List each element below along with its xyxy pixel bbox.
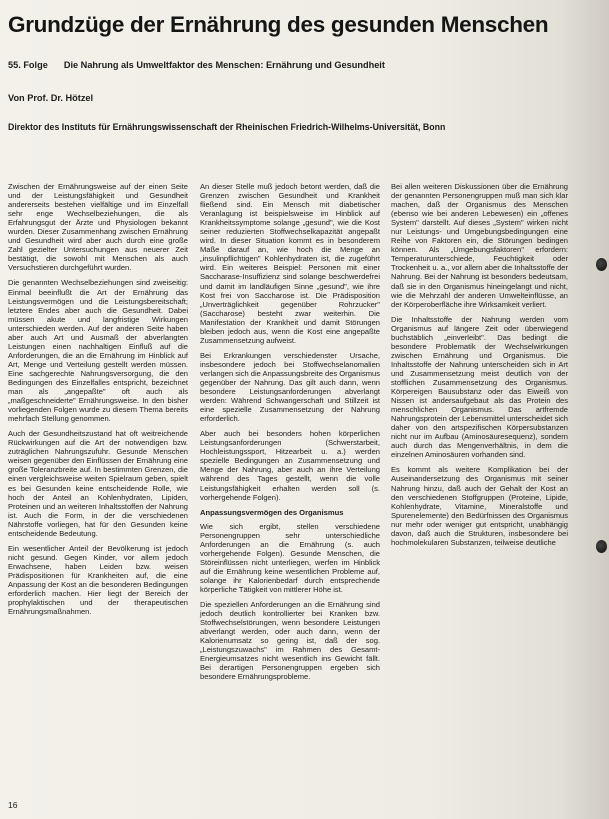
text-column-1 xyxy=(8,182,188,622)
section-heading: Anpassungsvermögen des Organismus xyxy=(200,507,344,517)
page-number: 16 xyxy=(8,800,18,810)
paragraph: Aber auch bei besonders hohen körperlichen Leistungsanforderungen (Schwerstarbeit, Hochleistungssport, Hitzearbeit u. a.) werden spezielle Bedingungen an Zusammensetzung und Menge der Nahrung, aber auch an ihre Verteilung während des Tages gestellt, wenn die volle Leistungsfähigkeit erhalten werden soll (s. vorhergehende Folgen). xyxy=(200,429,380,502)
paragraph: Wie sich ergibt, stellen verschiedene Personengruppen sehr unterschiedliche Anforderungen an die Ernährung (s. auch vorhergehende Folgen). Gesunde Menschen, die Störeinflüssen nicht unterliegen, werfen im Hinblick auf die Ernährung keine wesentlichen Probleme auf, solange ihr Kalorienbedarf durch entsprechende körperliche Tätigkeit von mittlerer Höhe ist. xyxy=(200,521,380,594)
binder-hole xyxy=(596,258,607,271)
paragraph: Ein wesentlicher Anteil der Bevölkerung ist jedoch nicht gesund. Gegen Kinder, vor allem jedoch Erwachsene, haben Leiden bzw. weisen Prädispositionen für Krankheiten auf, die eine Anpassung der Kost an die besonderen Bedingungen erforderlich machen. Hier liegt der Bereich der prophylaktischen und der therapeutischen Ernährungsmaßnahmen. xyxy=(8,543,188,617)
author-line: Von Prof. Dr. Hötzel xyxy=(8,93,94,103)
text-column-2 xyxy=(200,182,380,687)
paragraph: Die Inhaltsstoffe der Nahrung werden vom Organismus auf längere Zeit oder überwiegend buchstäblich „einverleibt". Das bedingt die besondere Problematik der Wechselwirkungen zwischen Ernährung und Organismus. Die Inhaltsstoffe der Nahrung unterscheiden sich in Art und Zusammensetzung meist deutlich von der stofflichen Zusammensetzung des Organismus. Körpereigen Bausubstanz oder das Eiweiß von Nissen ist andersaufgebaut als das Protein des menschlichen Organismus. Das artfremde Nahrungsprotein der Lebensmittel unterscheidet sich daher von den artspezifischen Körpersubstanzen nicht nur im Aufbau (Aminosäuresequenz), sondern auch durch das Mengenverhältnis, in dem die einzelnen Aminosäuren vorhanden sind. xyxy=(391,314,568,460)
article-title: Grundzüge der Ernährung des gesunden Menschen xyxy=(8,12,549,37)
paragraph: Bei Erkrankungen verschiedenster Ursache, insbesondere jedoch bei Stoffwechselanomalien verlangen sich die Anpassungsbreite des Organismus gegenüber der Nahrung. Das gilt auch dann, wenn besondere Leistungsanforderungen abverlangt werden: Während Schwangerschaft und Stillzeit ist eine spezielle Zusammensetzung der Nahrung erforderlich. xyxy=(200,350,380,424)
paragraph: Die speziellen Anforderungen an die Ernährung sind jedoch deutlich kontrollierter bei Kranken bzw. Stoffwechselstörungen, wenn besondere Leistungen abverlangt werden, oder auch dann, wenn der Kalorienumsatz so gering ist, daß der sog. „Leistungszuwachs" im Rahmen des Gesamt-Energieumsatzes nicht wesentlich ins Gewicht fällt. Bei derartigen Personengruppen ergeben sich besondere Ernährungsprobleme. xyxy=(200,600,380,682)
series-number: 55. Folge xyxy=(8,60,48,70)
series-line xyxy=(8,60,385,70)
paragraph: Es kommt als weitere Komplikation bei der Auseinandersetzung des Organismus mit seiner Nahrung hinzu, daß auch der Gehalt der Kost an den verschiedenen Stoffgruppen (Proteine, Lipide, Kohlenhydrate, Vitamine, Mineralstoffe und Spurenelemente) den Bedürfnissen des Organismus nur mehr oder weniger gut entspricht, unabhängig davon, daß auch die Strukturen, insbesondere bei hochmolekularen Substanzen, teilweise deutliche xyxy=(391,465,568,547)
text-column-3 xyxy=(391,182,568,553)
paragraph: Auch der Gesundheitszustand hat oft weitreichende Rückwirkungen auf die Art der notwendigen bzw. zuträglichen Nahrungszufuhr. Gesunde Menschen weisen gegenüber den Einflüssen der Ernährung eine große Toleranzbreite auf. In bestimmten Grenzen, die einen vergleichsweise weiten Spielraum geben, spielt es bei Gesunden keine entscheidende Rolle, wie hoch der Anteil an Kohlenhydraten, Lipiden, Proteinen und an weiteren Inhaltsstoffen der Nahrung ist. Auch die Form, in der die verschiedenen Nährstoffe vorliegen, hat für den Gesunden keine entscheidende Bedeutung. xyxy=(8,429,188,538)
affiliation-line: Direktor des Instituts für Ernährungswissenschaft der Rheinischen Friedrich-Wilhelms-Universität, Bonn xyxy=(8,122,446,132)
binder-hole xyxy=(596,540,607,553)
paragraph: Die genannten Wechselbeziehungen sind zweiseitig: Einmal beeinflußt die Art der Ernährung das Leistungsvermögen und die Leistungsbereitschaft; letztere Endes aber auch die Gesundheit. Dabei müssen akute und langfristige Wirkungen unterschieden werden. Auf der anderen Seite haben aber auch Art und Ausmaß der abverlangten Leistungen einen nachhaltigen Einfluß auf die Anforderungen, die an die Ernährung im Hinblick auf Art, Menge und Verteilung gestellt werden müssen. Eine sachgerechte Nahrungsversorgung, die den Bedingungen des Einzelfalles entspricht, bezeichnet man als „angepaßte" oft auch als „maßgeschneiderte" Ernährungsweise. In den bisher vorliegenden Folgen wurde zu diesem Thema bereits mehrfach Stellung genommen. xyxy=(8,278,188,424)
paragraph: Bei allen weiteren Diskussionen über die Ernährung der genannten Personengruppen muß man sich klar machen, daß der Organismus des Menschen (ebenso wie bei anderen Lebewesen) ein „offenes System" darstellt. Auf dieses „System" wirken nicht nur Leistungs- und Umgebungsbedingungen eine Reihe von Faktoren ein, die Störungen bedingen können. Als „Umgebungsfaktoren" erfordern: Temperaturunterschiede, Feuchtigkeit oder Trockenheit u. a., vor allem aber die Inhaltsstoffe der Nahrung. Bei der Nahrung ist besonders bedeutsam, daß sie in den Organismus hineingelangt und nicht, wie die Mehrzahl der anderen Umwelteinflüsse, an der Körperoberfläche ihre Wirksamkeit verliert. xyxy=(391,182,568,309)
series-subtitle: Die Nahrung als Umweltfaktor des Menschen: Ernährung und Gesundheit xyxy=(63,60,385,70)
paragraph: Zwischen der Ernährungsweise auf der einen Seite und der Leistungsfähigkeit und Gesundheit andererseits bestehen vielfältige und im Einzelfall sehr enge Wechselbeziehungen, die als Erfahrungsgut der Ärzte und Physiologen bekannt wurden. Dieser Zusammenhang zwischen Ernährung und Gesundheit wird aber auch durch eine große Zahl gezielter Untersuchungen aus neuerer Zeit bestätigt, die sowohl mit Menschen als auch Versuchstieren durchgeführt wurden. xyxy=(8,182,188,273)
paragraph: An dieser Stelle muß jedoch betont werden, daß die Grenzen zwischen Gesundheit und Krankheit fließend sind. Ein Mensch mit diabetischer Veranlagung ist beispielsweise im Hinblick auf Krankheitssymptome solange „gesund", wie die Kost seiner reduzierten Stoffwechselkapazität angepaßt wird. In dieser Situation kommt es in besonderem Maße darauf an, wie hoch die Menge an „insulinpflichtigen" Kohlenhydraten ist, die zugeführt wird. Ein weiteres Beispiel: Personen mit einer Saccharase-Insuffizienz sind solange beschwerdefrei und damit im landläufigen Sinne „gesund", wie ihre Kost frei von Saccharose ist. Die Prädisposition „Unverträglichkeit gegenüber Rohrzucker" (Saccharose) besteht zwar weiterhin. Die Manifestation der Krankheit und damit Störungen bleiben jedoch aus, wenn die Kost eine angepaßte Zusammensetzung aufweist. xyxy=(200,182,380,345)
